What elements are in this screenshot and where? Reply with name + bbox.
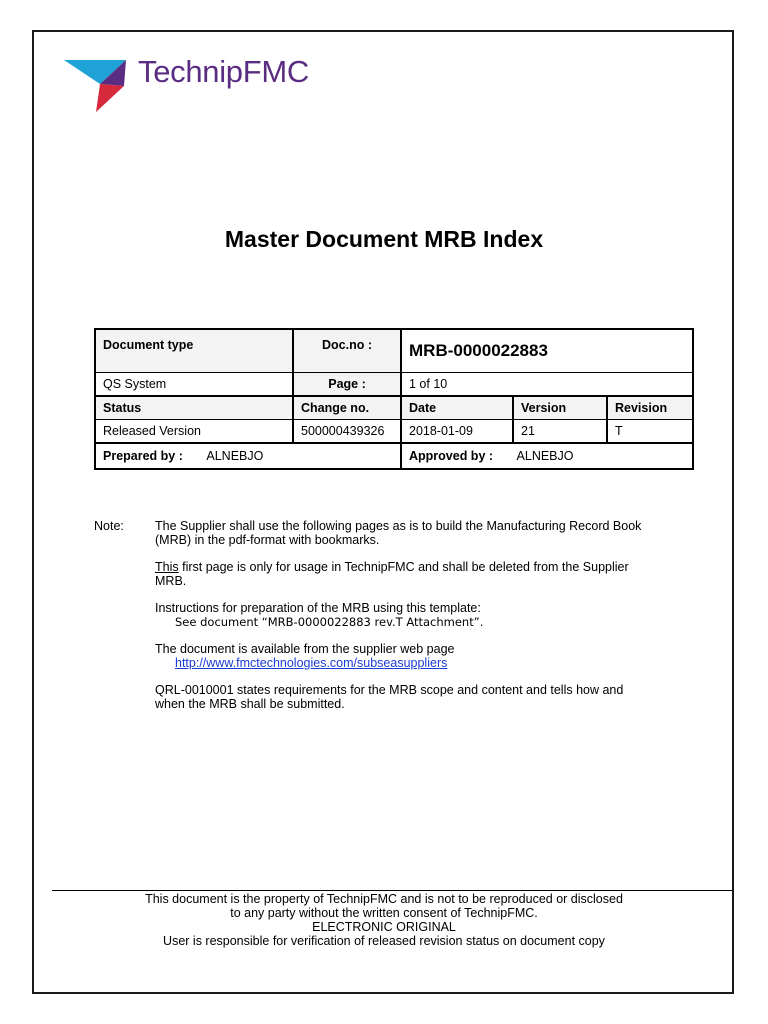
date-header: Date bbox=[401, 396, 513, 420]
note-paragraph-2 bbox=[155, 560, 655, 588]
note-paragraph-4 bbox=[155, 642, 655, 670]
prepared-by-cell bbox=[95, 443, 401, 469]
document-title: Master Document MRB Index bbox=[224, 226, 544, 252]
note-available-line: The document is available from the supplier web page bbox=[155, 642, 455, 656]
status-value: Released Version bbox=[95, 420, 293, 444]
footer-line-4: User is responsible for verification of released revision status on document copy bbox=[163, 934, 605, 948]
note-paragraph-1: The Supplier shall use the following pages as is to build the Manufacturing Record Book (MRB) in the pdf-format with bookmarks. bbox=[155, 519, 642, 547]
logo-mark-red bbox=[96, 84, 124, 112]
page-frame bbox=[32, 30, 734, 994]
approved-by-value: ALNEBJO bbox=[516, 449, 574, 463]
approved-by-label: Approved by : bbox=[409, 449, 494, 463]
approved-by-cell bbox=[401, 443, 693, 469]
note-this-underlined: This bbox=[155, 560, 179, 574]
note-paragraph-3 bbox=[155, 601, 655, 629]
supplier-web-link[interactable]: http://www.fmctechnologies.com/subseasuppliers bbox=[175, 656, 448, 670]
note-see-document-line: See document “MRB-0000022883 rev.T Attachment”. bbox=[175, 615, 484, 629]
doc-no-label: Doc.no : bbox=[293, 329, 401, 373]
document-info-table bbox=[94, 328, 694, 470]
page-label: Page : bbox=[293, 373, 401, 397]
page-value: 1 of 10 bbox=[401, 373, 693, 397]
revision-header: Revision bbox=[607, 396, 693, 420]
footer-divider bbox=[52, 890, 732, 891]
version-value: 21 bbox=[513, 420, 607, 444]
prepared-by-value: ALNEBJO bbox=[206, 449, 264, 463]
note-paragraph-2-rest: first page is only for usage in TechnipFMC and shall be deleted from the Supplier MRB. bbox=[155, 560, 629, 588]
footer bbox=[0, 892, 768, 948]
note-label: Note: bbox=[94, 519, 124, 533]
change-no-value: 500000439326 bbox=[293, 420, 401, 444]
version-header: Version bbox=[513, 396, 607, 420]
doc-no-value: MRB-0000022883 bbox=[401, 329, 693, 373]
note-paragraph-5: QRL-0010001 states requirements for the MRB scope and content and tells how and when the MRB shall be submitted. bbox=[155, 683, 624, 711]
change-no-header: Change no. bbox=[293, 396, 401, 420]
date-value: 2018-01-09 bbox=[401, 420, 513, 444]
note-body bbox=[155, 519, 655, 724]
logo-text: TechnipFMC bbox=[138, 54, 309, 89]
prepared-by-label: Prepared by : bbox=[103, 449, 183, 463]
document-type-value: QS System bbox=[95, 373, 293, 397]
footer-line-2: to any party without the written consent of TechnipFMC. bbox=[230, 906, 538, 920]
footer-line-1: This document is the property of TechnipFMC and is not to be reproduced or disclosed bbox=[145, 892, 623, 906]
status-header: Status bbox=[95, 396, 293, 420]
footer-line-3: ELECTRONIC ORIGINAL bbox=[312, 920, 456, 934]
document-type-label: Document type bbox=[95, 329, 293, 373]
note-instructions-line: Instructions for preparation of the MRB using this template: bbox=[155, 601, 481, 615]
revision-value: T bbox=[607, 420, 693, 444]
